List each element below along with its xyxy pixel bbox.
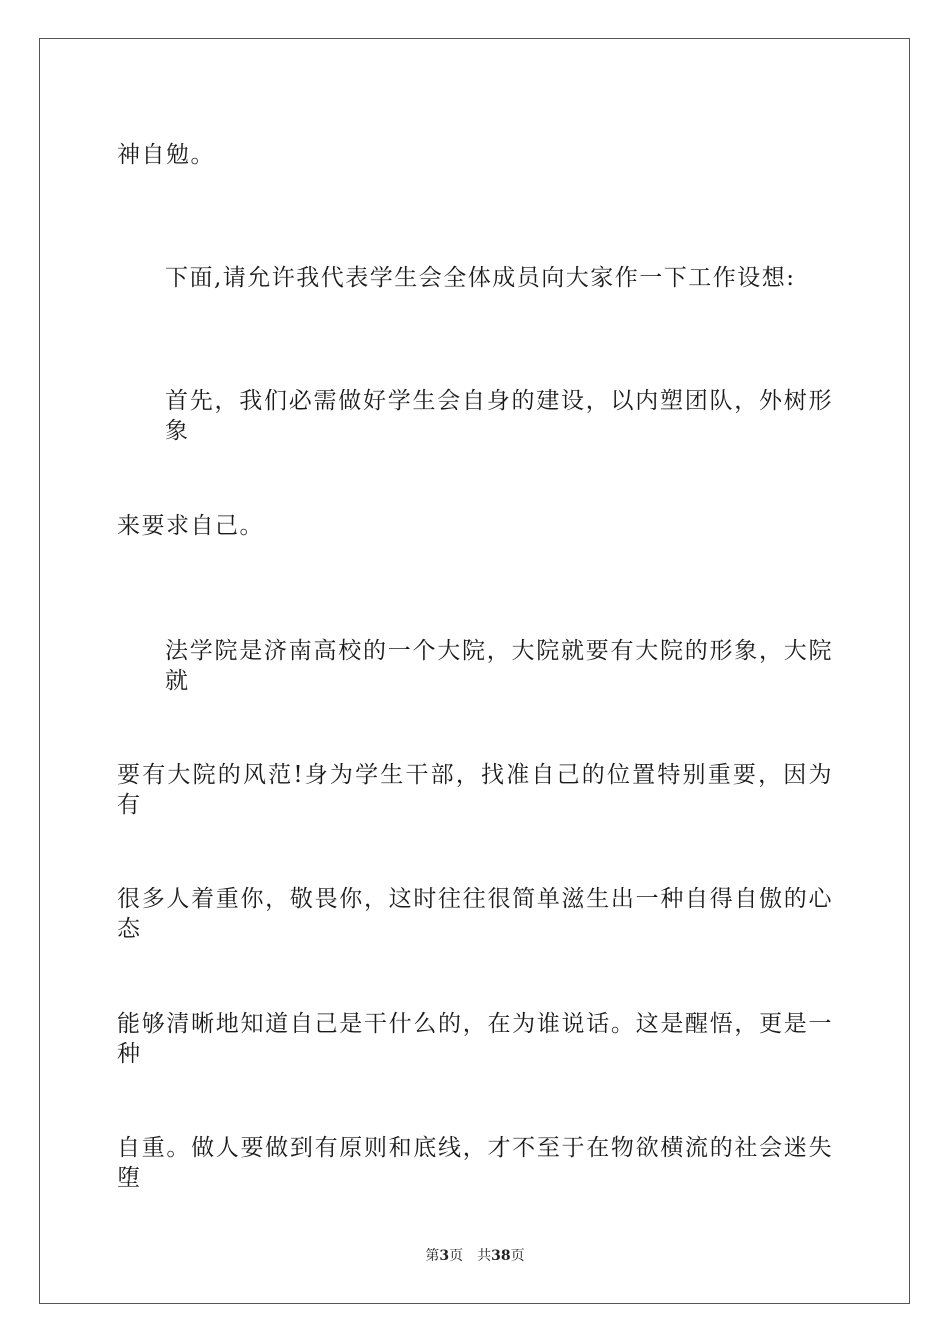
text-line: 来要求自己。 <box>117 513 264 539</box>
text-line: 能够清晰地知道自己是干什么的，在为谁说话。这是醒悟，更是一种 <box>117 1011 833 1067</box>
text-line: 神自勉。 <box>117 142 215 168</box>
page-prefix: 第 <box>425 1248 440 1264</box>
total-suffix: 页 <box>510 1248 525 1264</box>
text-line: 法学院是济南高校的一个大院，大院就要有大院的形象，大院就 <box>165 638 833 694</box>
page-suffix: 页 <box>449 1248 464 1264</box>
text-line: 首先，我们必需做好学生会自身的建设，以内塑团队，外树形象 <box>165 388 833 444</box>
text-line: 下面,请允许我代表学生会全体成员向大家作一下工作设想: <box>165 265 796 291</box>
page-number: 3 <box>439 1248 450 1264</box>
total-pages: 38 <box>491 1248 511 1264</box>
text-line: 自重。做人要做到有原则和底线，才不至于在物欲横流的社会迷失堕 <box>117 1135 833 1191</box>
text-line: 要有大院的风范!身为学生干部，找准自己的位置特别重要，因为有 <box>117 762 833 818</box>
total-prefix: 共 <box>477 1248 492 1264</box>
page-footer <box>0 1246 950 1266</box>
text-line: 很多人着重你，敬畏你，这时往往很简单滋生出一种自得自傲的心态 <box>117 886 833 942</box>
